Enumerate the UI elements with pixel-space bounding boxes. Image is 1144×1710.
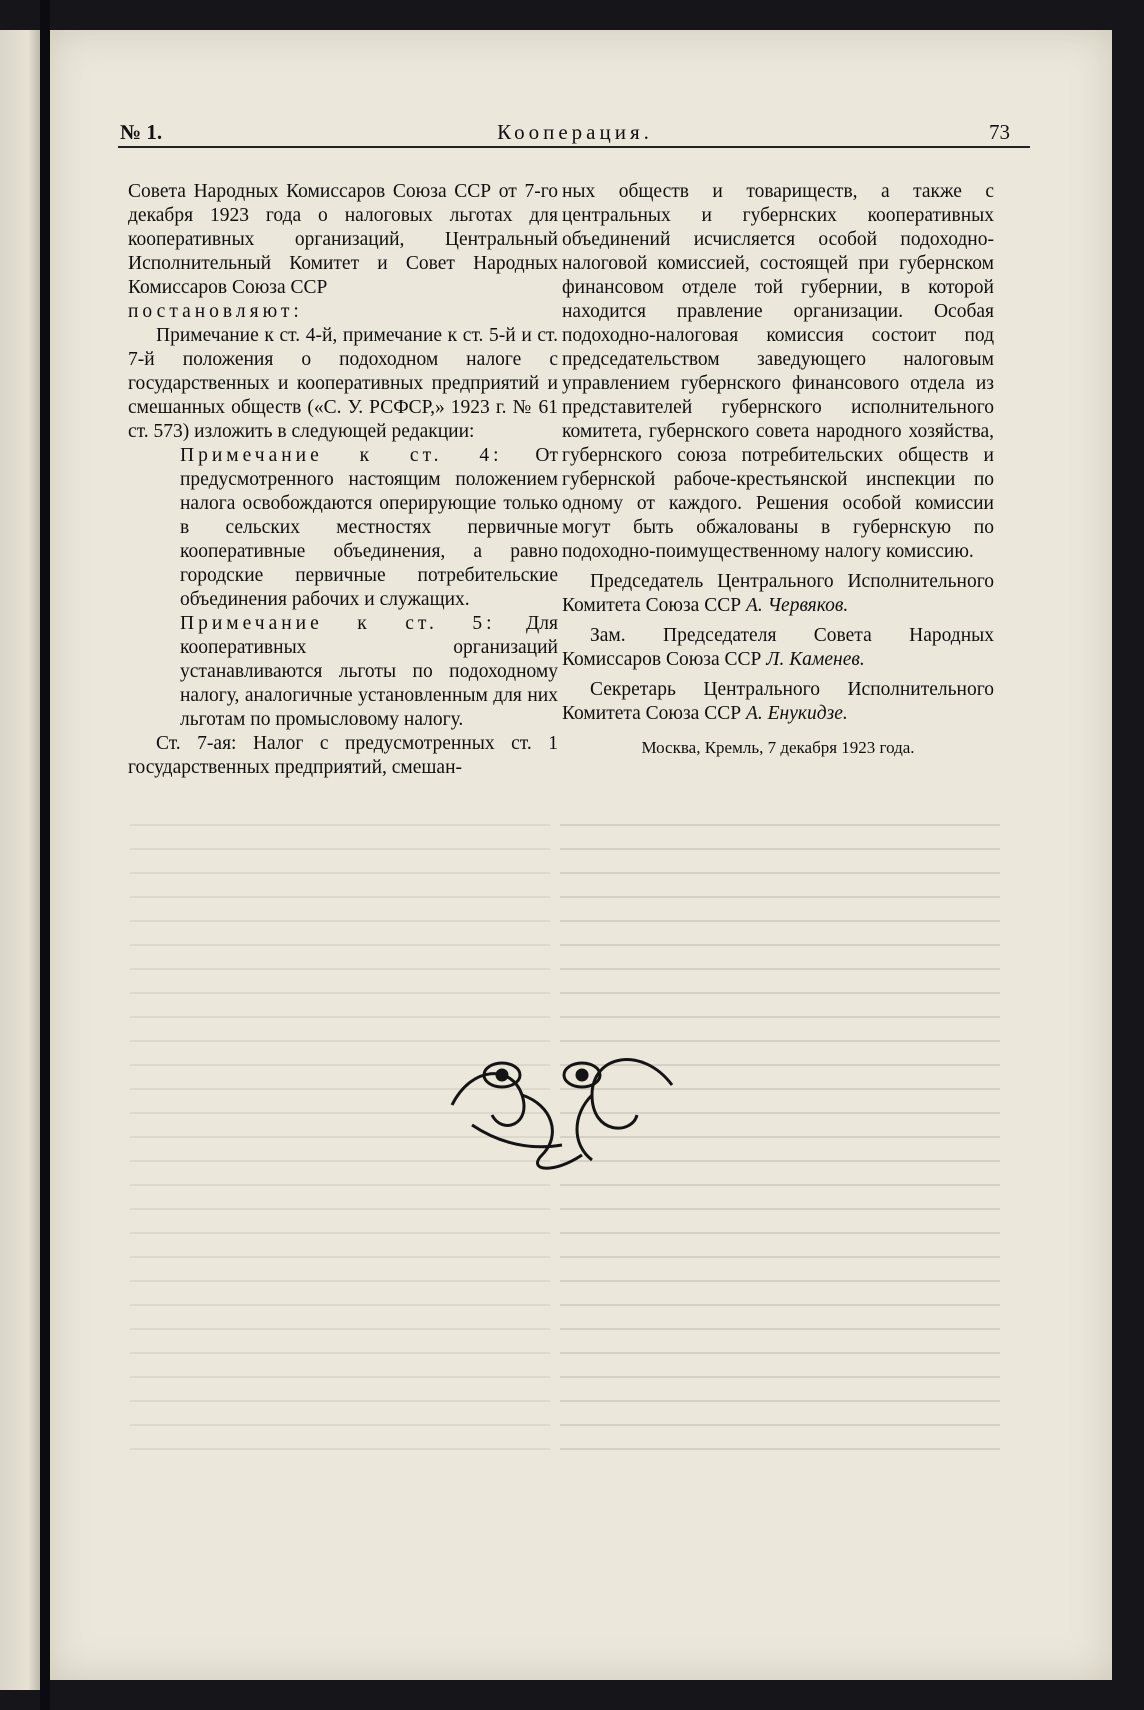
left-para-1: Совета Народных Комиссаров Союза ССР от 7-го декабря 1923 года о налоговых льготах для кооперативных организаций, Центральный Исполнительный Комитет и Совет Народных Комиссаров Союза ССР постановляют: xyxy=(128,181,558,322)
note-5-heading: Примечание к ст. 5: xyxy=(180,613,496,634)
signature-2-role: Зам. Председателя Совета Народных Комиссаров Союза ССР xyxy=(562,625,994,670)
note-article-4 xyxy=(128,444,558,612)
page-number: 73 xyxy=(989,120,1010,144)
article-7: Ст. 7-ая: Налог с предусмотренных ст. 1 государственных предприятий, смешан- xyxy=(128,733,558,778)
page-header xyxy=(120,120,1030,154)
signature-3-name: А. Енукидзе. xyxy=(745,703,848,724)
left-para-2: Примечание к ст. 4-й, примечание к ст. 5-й и ст. 7-й положения о подоходном налоге с государственных и кооперативных предприятий и смешанных обществ («С. У. РСФСР,» 1923 г. № 61 ст. 573) изложить в следующей редакции: xyxy=(128,325,558,442)
book-binding xyxy=(40,0,50,1710)
left-column xyxy=(128,180,558,780)
note-4-heading: Примечание к ст. 4: xyxy=(180,445,503,466)
document-page xyxy=(50,30,1112,1680)
signature-3-role: Секретарь Центрального Исполнительного Комитета Союза ССР xyxy=(562,679,994,724)
issue-number: № 1. xyxy=(120,120,163,144)
signature-2-name: Л. Каменев. xyxy=(766,649,865,670)
signature-1 xyxy=(562,570,994,618)
floral-ornament-icon xyxy=(442,1035,682,1175)
signature-1-role: Председатель Центрального Исполнительного Комитета Союза ССР xyxy=(562,571,994,616)
journal-title: Кооперация. xyxy=(497,120,653,144)
note-4-body: От предусмотренного настоящим положением налога освобождаются оперирующие только в сельских местностях первичные кооперативные объединения, а равно городские первичные потребительские объединения рабочих и служащих. xyxy=(180,445,559,610)
note-5-body: Для кооперативных организаций устанавливаются льготы по подоходному налогу, аналогичные установленным для них льготам по промысловому налогу. xyxy=(180,613,558,730)
right-column xyxy=(562,180,994,760)
decree-word: постановляют: xyxy=(128,301,303,322)
signature-2 xyxy=(562,624,994,672)
header-rule xyxy=(118,146,1030,148)
right-para-1: ных обществ и товариществ, а также с центральных и губернских кооперативных объединений исчисляется особой подоходно-налоговой комиссией, состоящей при губернском финансовом отделе той губернии, в которой находится правление организации. Особая подоходно-налоговая комиссия состоит под председательством заведующего налоговым управлением губернского финансового отдела из представителей губернского исполнительного комитета, губернского совета народного хозяйства, губернского союза потребительских обществ и губернской рабоче-крестьянской инспекции по одному от каждого. Решения особой комиссии могут быть обжалованы в губернскую по подоходно-поимущественному налогу комиссию. xyxy=(562,181,994,562)
place-and-date: Москва, Кремль, 7 декабря 1923 года. xyxy=(641,738,915,757)
signature-1-name: А. Червяков. xyxy=(745,595,849,616)
previous-page-edge xyxy=(0,30,40,1690)
note-article-5 xyxy=(128,612,558,732)
signature-3 xyxy=(562,678,994,726)
